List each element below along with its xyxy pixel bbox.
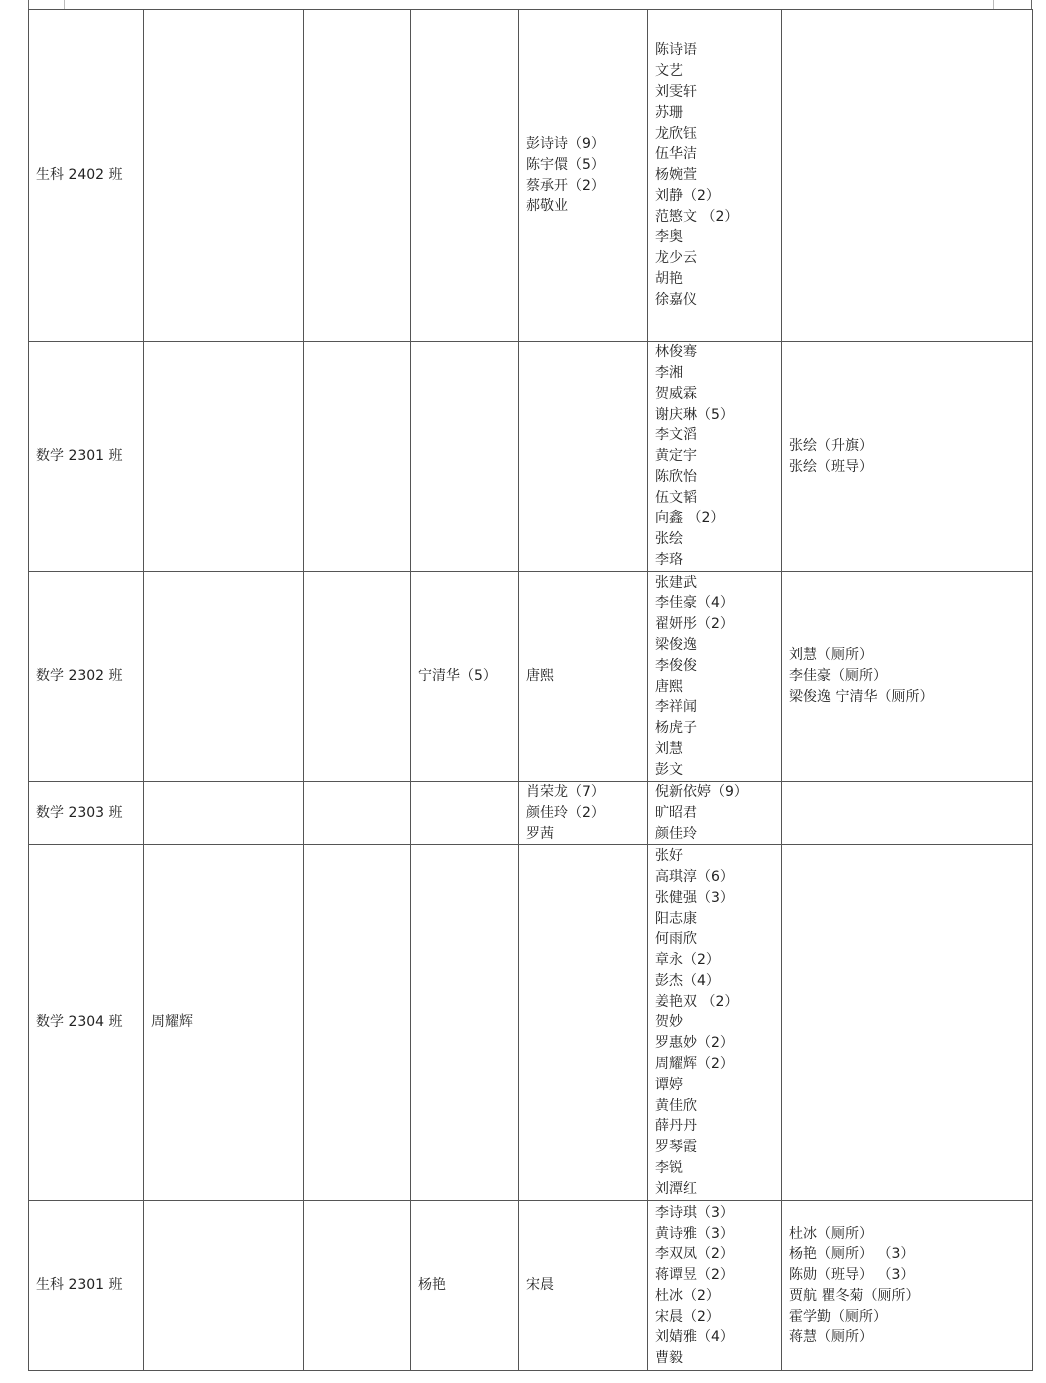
col-3-cell: [304, 572, 411, 782]
name-entry: 蔡承开（2）: [526, 177, 605, 194]
name-entry: 李双凤（2）: [655, 1246, 734, 1263]
class-name-cell: 生科 2402 班: [29, 10, 144, 342]
name-entry: 向鑫 （2）: [655, 510, 725, 527]
name-entry: 黄定宇: [655, 448, 697, 465]
name-entry: 刘慧（厕所）: [789, 647, 873, 664]
col-3-cell: [304, 782, 411, 845]
name-list-cell: [648, 342, 782, 572]
name-entry: 李珞: [655, 552, 683, 569]
name-entry: 龙少云: [655, 250, 697, 267]
name-entry: 张建武: [655, 574, 697, 591]
remarks-cell: [782, 845, 1033, 1201]
name-entry: 杨虎子: [655, 720, 697, 737]
col-2-cell: [144, 342, 304, 572]
name-entry: 张绘（班导）: [789, 458, 873, 475]
col-2-cell: [144, 572, 304, 782]
name-entry: 徐嘉仪: [655, 291, 697, 308]
name-entry: 龙欣钰: [655, 125, 697, 142]
name-entry: 李奥: [655, 229, 683, 246]
col-4-cell: [411, 342, 519, 572]
name-entry: 李诗琪（3）: [655, 1204, 734, 1221]
name-entry: 唐熙: [655, 678, 683, 695]
class-name-cell: 数学 2303 班: [29, 782, 144, 845]
class-name-cell: 数学 2301 班: [29, 342, 144, 572]
name-entry: 郝敬业: [526, 198, 568, 215]
table-row: [29, 10, 1033, 342]
name-entry: 贺威霖: [655, 385, 697, 402]
remarks-cell: [782, 782, 1033, 845]
name-entry: 宁清华（5）: [418, 668, 497, 685]
name-entry: 胡艳: [655, 271, 683, 288]
table-top-continuation: [28, 0, 1032, 9]
remarks-cell: [782, 10, 1033, 342]
name-entry: 薛丹丹: [655, 1118, 697, 1135]
name-entry: 霍学勤（厕所）: [789, 1308, 887, 1325]
name-entry: 曹毅: [655, 1350, 683, 1367]
name-entry: 张绘: [655, 531, 683, 548]
name-entry: 姜艳双 （2）: [655, 993, 739, 1010]
column-tick: [993, 0, 994, 9]
name-entry: 贺妙: [655, 1014, 683, 1031]
name-entry: 李俊俊: [655, 657, 697, 674]
table-row: [29, 782, 1033, 845]
col-4-cell: [411, 572, 519, 782]
name-entry: 旷昭君: [655, 804, 697, 821]
name-entry: 黄佳欣: [655, 1097, 697, 1114]
name-entry: 蒋谭昱（2）: [655, 1267, 734, 1284]
name-entry: 陈欣怡: [655, 468, 697, 485]
name-entry: 宋晨（2）: [655, 1308, 720, 1325]
remarks-cell: [782, 572, 1033, 782]
col-4-cell: [411, 10, 519, 342]
name-entry: 蒋慧（厕所）: [789, 1329, 873, 1346]
name-entry: 阳志康: [655, 910, 697, 927]
table-row: [29, 342, 1033, 572]
name-entry: 章永（2）: [655, 952, 720, 969]
col-4-cell: [411, 782, 519, 845]
name-entry: 罗茜: [526, 825, 554, 842]
col-4-cell: [411, 845, 519, 1201]
name-entry: 梁俊逸: [655, 636, 697, 653]
col-3-cell: [304, 845, 411, 1201]
name-entry: 林俊骞: [655, 344, 697, 361]
name-entry: 张绘（升旗）: [789, 437, 873, 454]
name-entry: 彭杰（4）: [655, 972, 720, 989]
col-2-cell: [144, 10, 304, 342]
name-entry: 黄诗雅（3）: [655, 1225, 734, 1242]
name-entry: 谢庆琳（5）: [655, 406, 734, 423]
name-entry: 何雨欣: [655, 931, 697, 948]
name-entry: 梁俊逸 宁清华（厕所）: [789, 688, 934, 705]
name-entry: 谭婷: [655, 1076, 683, 1093]
name-list-cell: [648, 1201, 782, 1371]
class-name-cell: 生科 2301 班: [29, 1201, 144, 1371]
class-name-cell: 数学 2304 班: [29, 845, 144, 1201]
name-entry: 刘雯轩: [655, 83, 697, 100]
name-entry: 李佳豪（4）: [655, 595, 734, 612]
col-4-cell: [411, 1201, 519, 1371]
name-entry: 彭文: [655, 761, 683, 778]
name-entry: 苏珊: [655, 104, 683, 121]
table-body: [29, 10, 1033, 1371]
name-entry: 李文滔: [655, 427, 697, 444]
name-entry: 陈宇儇（5）: [526, 156, 605, 173]
name-entry: 刘潭红: [655, 1180, 697, 1197]
name-entry: 李佳豪（厕所）: [789, 668, 887, 685]
name-entry: 刘慧: [655, 740, 683, 757]
name-entry: 倪新依婷（9）: [655, 784, 748, 800]
col-2-cell: [144, 1201, 304, 1371]
name-list-cell: [648, 10, 782, 342]
name-entry: 肖荣龙（7）: [526, 784, 605, 800]
name-entry: 伍文韬: [655, 489, 697, 506]
col-5-cell: [519, 342, 648, 572]
name-entry: 陈勋（班导） （3）: [789, 1267, 915, 1284]
remarks-cell: [782, 1201, 1033, 1371]
col-5-cell: [519, 572, 648, 782]
col-5-cell: [519, 1201, 648, 1371]
table-row: [29, 1201, 1033, 1371]
name-entry: 李祥闻: [655, 699, 697, 716]
table-row: [29, 845, 1033, 1201]
name-entry: 翟妍彤（2）: [655, 616, 734, 633]
name-entry: 贾航 瞿冬菊（厕所）: [789, 1287, 920, 1304]
name-entry: 颜佳玲: [655, 825, 697, 842]
name-entry: 李锐: [655, 1160, 683, 1177]
col-3-cell: [304, 10, 411, 342]
col-5-cell: [519, 10, 648, 342]
col-2-cell: 周耀辉: [144, 845, 304, 1201]
name-list-cell: [648, 782, 782, 845]
name-entry: 张健强（3）: [655, 889, 734, 906]
table-row: [29, 572, 1033, 782]
col-3-cell: [304, 342, 411, 572]
name-entry: 罗惠妙（2）: [655, 1035, 734, 1052]
name-entry: 张好: [655, 848, 683, 865]
name-entry: 刘静（2）: [655, 187, 720, 204]
col-5-cell: [519, 782, 648, 845]
name-entry: 陈诗语: [655, 42, 697, 59]
name-entry: 杨艳（厕所） （3）: [789, 1246, 915, 1263]
name-list-cell: [648, 572, 782, 782]
name-entry: 杜冰（2）: [655, 1287, 720, 1304]
name-entry: 宋晨: [526, 1277, 554, 1294]
name-entry: 周耀辉（2）: [655, 1056, 734, 1073]
name-entry: 伍华洁: [655, 146, 697, 163]
name-entry: 李湘: [655, 364, 683, 381]
name-entry: 罗琴霞: [655, 1139, 697, 1156]
name-list-cell: [648, 845, 782, 1201]
attendance-table: [28, 9, 1033, 1371]
name-entry: 杨艳: [418, 1277, 446, 1294]
remarks-cell: [782, 342, 1033, 572]
name-entry: 高琪淳（6）: [655, 868, 734, 885]
col-3-cell: [304, 1201, 411, 1371]
name-entry: 彭诗诗（9）: [526, 135, 605, 152]
name-entry: 颜佳玲（2）: [526, 804, 605, 821]
column-tick: [64, 0, 65, 9]
name-entry: 杨婉萱: [655, 167, 697, 184]
name-entry: 文艺: [655, 63, 683, 80]
name-entry: 杜冰（厕所）: [789, 1225, 873, 1242]
class-name-cell: 数学 2302 班: [29, 572, 144, 782]
col-5-cell: [519, 845, 648, 1201]
name-entry: 唐熙: [526, 668, 554, 685]
name-entry: 刘婧雅（4）: [655, 1329, 734, 1346]
name-entry: 范慜文 （2）: [655, 208, 739, 225]
col-2-cell: [144, 782, 304, 845]
